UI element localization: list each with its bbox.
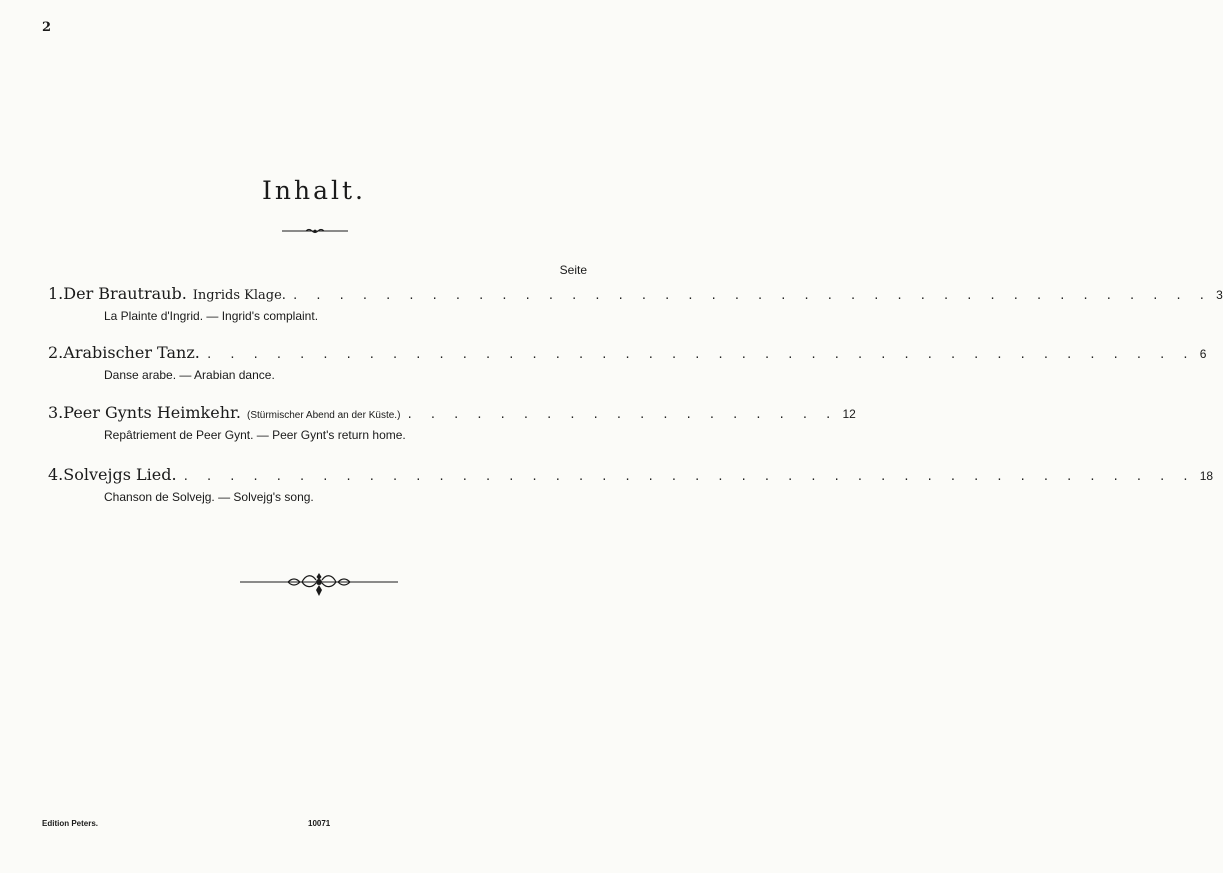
toc-entry <box>48 343 1207 382</box>
entry-title: Arabischer Tanz. <box>63 343 200 362</box>
entry-number: 2. <box>48 343 64 362</box>
floral-ornament-icon <box>240 570 398 600</box>
page-title: Inhalt. <box>262 176 366 205</box>
entry-title: Solvejgs Lied. <box>63 465 177 484</box>
entry-page: 12 <box>842 407 856 421</box>
entry-number: 4. <box>48 465 64 484</box>
toc-entry <box>48 284 1223 323</box>
entry-translation: Danse arabe. — Arabian dance. <box>104 368 275 382</box>
column-header-page: Seite <box>559 263 587 277</box>
toc-entry <box>48 465 1214 504</box>
entry-page: 3 <box>1216 288 1223 302</box>
entry-page: 18 <box>1199 469 1214 483</box>
leader-dots: . . . . . . . . . . . . . . . . . . . . . . . . . . . . . . . . . . . . . . . . . . . <box>205 348 1194 361</box>
entry-subtitle: Ingrids Klage. <box>192 288 286 303</box>
plate-number: 10071 <box>308 819 331 828</box>
entry-translation: Chanson de Solvejg. — Solvejg's song. <box>104 490 314 504</box>
entry-title: Peer Gynts Heimkehr. <box>63 403 241 422</box>
entry-translation: Repâtriement de Peer Gynt. — Peer Gynt's return home. <box>104 428 406 442</box>
publisher-label: Edition Peters. <box>42 819 99 828</box>
entry-number: 3. <box>48 403 64 422</box>
entry-title: Der Brautraub. <box>63 284 187 303</box>
entry-translation: La Plainte d'Ingrid. — Ingrid's complaint. <box>104 309 319 323</box>
leader-dots: . . . . . . . . . . . . . . . . . . . <box>406 408 837 421</box>
entry-number: 1. <box>48 284 64 303</box>
ornament-rule-icon <box>282 226 348 236</box>
leader-dots: . . . . . . . . . . . . . . . . . . . . . . . . . . . . . . . . . . . . . . . . <box>291 289 1211 302</box>
entry-note: (Stürmischer Abend an der Küste.) <box>247 410 401 421</box>
toc-entry <box>48 403 856 442</box>
entry-page: 6 <box>1199 347 1207 361</box>
page-number: 2 <box>42 20 52 35</box>
leader-dots: . . . . . . . . . . . . . . . . . . . . . . . . . . . . . . . . . . . . . . . . . . . . <box>182 470 1194 483</box>
